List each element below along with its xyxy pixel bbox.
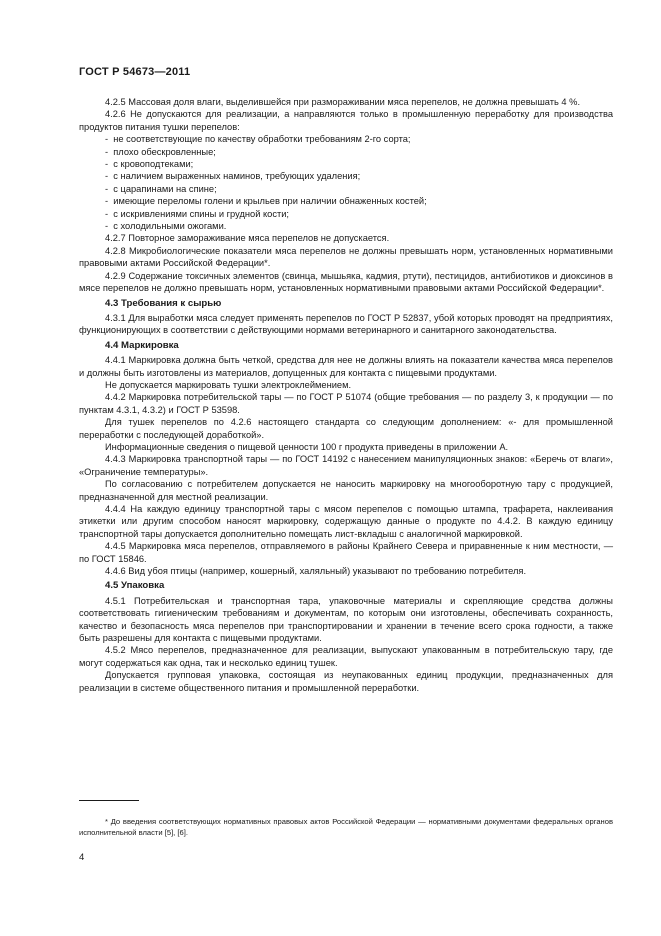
footnote-divider [79,800,139,801]
paragraph-4-4-3: 4.4.3 Маркировка транспортной тары — по ГОСТ 14192 с нанесением манипуляционных знаков: «Беречь от влаги», «Ограничение температуры». [79,454,613,477]
paragraph-4-4-6: 4.4.6 Вид убоя птицы (например, кошерный, халяльный) указывают по требованию потребителя. [105,566,527,577]
list-item: - с искривлениями спины и грудной кости; [79,208,613,220]
section-heading-4-3: 4.3 Требования к сырью [105,297,222,309]
list-item: - с холодильными ожогами. [79,220,613,232]
paragraph-4-4-1: 4.4.1 Маркировка должна быть четкой, средства для нее не должны влиять на показатели качества мяса перепелов и должны быть изготовлены из материалов, допущенных для контакта с пищевыми продуктами. [79,355,613,378]
paragraph-4-4-2-addition: Для тушек перепелов по 4.2.6 настоящего стандарта со следующим дополнением: «- для промышленной переработки с последующей доработкой». [79,417,613,440]
section-heading-4-4: 4.4 Маркировка [105,339,179,351]
list-item: - с наличием выраженных наминов, требующих удаления; [79,170,613,182]
list-item: - с кровоподтеками; [79,158,613,170]
paragraph-4-4-1-note: Не допускается маркировать тушки электроклеймением. [105,379,352,390]
paragraph-4-4-2-info: Информационные сведения о пищевой ценности 100 г продукта приведены в приложении А. [105,441,509,452]
paragraph-4-5-2-note: Допускается групповая упаковка, состоящая из неупакованных единиц продукции, предназначенных для реализации в системе общественного питания и промышленной переработки. [79,670,613,693]
paragraph-4-2-5: 4.2.5 Массовая доля влаги, выделившейся при размораживании мяса перепелов, не должна превышать 4 %. [105,97,581,107]
list-item: - плохо обескровленные; [79,146,613,158]
paragraph-4-2-8: 4.2.8 Микробиологические показатели мяса перепелов не должны превышать норм, установленных нормативными правовыми актами Российской Федерации*. [79,245,613,269]
paragraph-4-4-3-note: По согласованию с потребителем допускается не наносить маркировку на многооборотную тару с продукцией, предназначенной для местной реализации. [79,479,613,502]
paragraph-4-4-5: 4.4.5 Маркировка мяса перепелов, отправляемого в районы Крайнего Севера и приравненные к ним местности, — по ГОСТ 15846. [79,541,613,564]
paragraph-4-2-6: 4.2.6 Не допускаются для реализации, а направляются только в промышленную переработку для производства продуктов питания тушки перепелов: [79,109,613,132]
paragraph-4-4-4: 4.4.4 На каждую единицу транспортной тары с мясом перепелов с помощью штампа, трафарета, наклеивания этикетки или другим способом наносят маркировку, содержащую данные о продукте по 4.4.2. В каждую единицу транспортной тары допускается дополнительно помещать лист-вкладыш с аналогичной маркировкой. [79,504,613,539]
paragraph-4-5-1: 4.5.1 Потребительская и транспортная тара, упаковочные материалы и скрепляющие средства должны соответствовать гигиеническим требованиям и документам, по которым они изготовлены, обеспечивать сохранность, качество и безопасность мяса перепелов при транспортировании и хранении в течение всего срока годности, а также быть разрешены для контакта с пищевыми продуктами. [79,595,613,644]
paragraph-4-5-2: 4.5.2 Мясо перепелов, предназначенное для реализации, выпускают упакованным в потребительскую тару, где могут содержаться как одна, так и несколько единиц тушек. [79,645,613,668]
list-item: - имеющие переломы голени и крыльев при наличии обнаженных костей; [79,195,613,207]
document-body [79,96,613,694]
list-item: - с царапинами на спине; [79,183,613,195]
page-number: 4 [79,852,85,863]
paragraph-4-4-2: 4.4.2 Маркировка потребительской тары — по ГОСТ Р 51074 (общие требования — по разделу 3, к продукции — по пунктам 4.3.1, 4.3.2) и ГОСТ Р 53598. [79,392,613,415]
section-heading-4-5: 4.5 Упаковка [105,580,165,592]
paragraph-4-2-7: 4.2.7 Повторное замораживание мяса перепелов не допускается. [105,233,390,244]
list-item: - не соответствующие по качеству обработки требованиям 2-го сорта; [79,133,613,145]
paragraph-4-3-1: 4.3.1 Для выработки мяса следует применять перепелов по ГОСТ Р 52837, убой которых проводят на предприятиях, функционирующих в соответствии с действующими нормами ветеринарного и санитарного законодательства. [79,312,613,336]
paragraph-4-2-9: 4.2.9 Содержание токсичных элементов (свинца, мышьяка, кадмия, ртути), пестицидов, антибиотиков и диоксинов в мясе перепелов не должно превышать норм, установленных нормативными правовыми актами Российской Федерации*. [79,270,613,294]
footnote: * До введения соответствующих нормативных правовых актов Российской Федерации — нормативными документами федеральных органов исполнительной власти [5], [6]. [79,817,613,837]
document-header: ГОСТ Р 54673—2011 [79,66,191,78]
